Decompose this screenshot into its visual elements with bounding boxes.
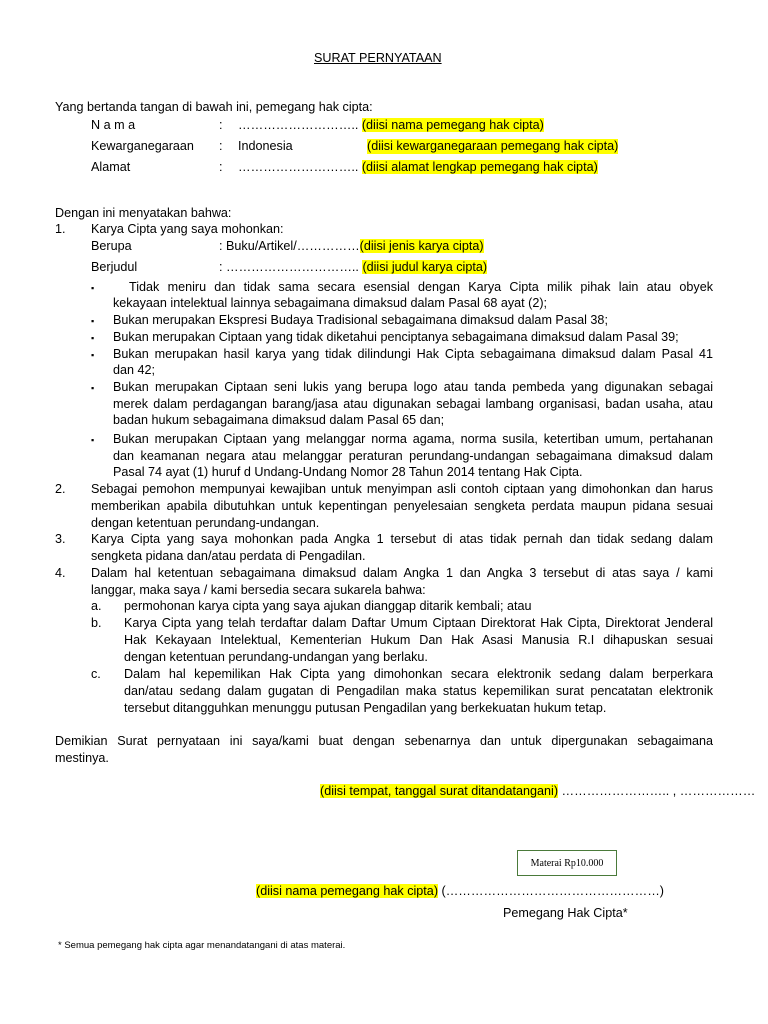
bullet-icon: ▪	[91, 283, 95, 293]
bullet-line: merek dalam perdagangan barang/jasa atau digunakan sebagai lambang organisasi, badan usaha, atau	[113, 397, 713, 411]
item1-text: Karya Cipta yang saya mohonkan:	[91, 222, 284, 236]
work-title-value: : …………………………..	[219, 260, 359, 274]
bullet-line: Pasal 74 ayat (1) huruf d Undang-Undang Nomor 28 Tahun 2014 tentang Hak Cipta.	[113, 465, 583, 479]
item-number: 2.	[55, 482, 66, 496]
item2-line: Sebagai pemohon mempunyai kewajiban untuk menyimpan asli contoh ciptaan yang dimohonkan dan harus	[91, 482, 713, 496]
item4-line: langgar, maka saya / kami bersedia secara sukarela bahwa:	[91, 583, 426, 597]
item3-line: sengketa pidana dan/atau perdata di Pengadilan.	[91, 549, 366, 563]
dots-placeholder: ………………………..	[238, 118, 359, 132]
intro-text: Yang bertanda tangan di bawah ini, pemegang hak cipta:	[55, 100, 373, 114]
sub-line: Karya Cipta yang telah terdaftar dalam Daftar Umum Ciptaan Direktorat Hak Cipta, Direktorat Jenderal	[124, 616, 713, 630]
sub-line: permohonan karya cipta yang saya ajukan dianggap ditarik kembali; atau	[124, 599, 532, 613]
bullet-line: Bukan merupakan Ciptaan yang tidak diketahui penciptanya sebagaimana dimaksud dalam Pasal 39;	[113, 330, 679, 344]
bullet-line: kekayaan intelektual lainnya sebagaimana dimaksud dalam Pasal 68 ayat (2);	[113, 296, 548, 310]
holder-name-hint: (diisi nama pemegang hak cipta)	[361, 118, 544, 132]
colon: :	[219, 139, 223, 153]
closing-line: Demikian Surat pernyataan ini saya/kami buat dengan sebenarnya dan untuk dipergunakan sebagaimana	[55, 734, 713, 748]
bullet-line: dan 42;	[113, 363, 156, 377]
declaration-intro: Dengan ini menyatakan bahwa:	[55, 206, 232, 220]
work-title-field	[219, 260, 487, 275]
address-field	[238, 160, 598, 175]
holder-name-field	[238, 118, 544, 133]
work-form-label: Berupa	[91, 239, 132, 253]
bullet-icon: ▪	[91, 350, 95, 360]
bullet-line: Bukan merupakan hasil karya yang tidak dilindungi Hak Cipta sebagaimana dimaksud dalam Pasal 41	[113, 347, 713, 361]
closing-line: mestinya.	[55, 751, 109, 765]
work-form-field	[219, 239, 484, 254]
footnote: * Semua pemegang hak cipta agar menandatangani di atas materai.	[58, 940, 346, 951]
sub-letter: b.	[91, 616, 102, 630]
item2-line: dengan ketentuan perundang-undangan.	[91, 516, 320, 530]
bullet-icon: ▪	[91, 333, 95, 343]
address-label: Alamat	[91, 160, 131, 174]
bullet-icon: ▪	[91, 383, 95, 393]
place-date-field	[320, 784, 755, 799]
bullet-line: Bukan merupakan Ciptaan yang melanggar norma agama, norma susila, ketertiban umum, pertahanan	[113, 432, 713, 446]
item-number: 3.	[55, 532, 66, 546]
bullet-line: Tidak meniru dan tidak sama secara esensial dengan Karya Cipta milik pihak lain atau obyek	[129, 280, 713, 294]
signer-dots: (……………………………………………)	[438, 884, 664, 898]
bullet-line: dan keamanan negara atau melanggar peraturan perundang-undangan sebagaimana dimaksud dalam	[113, 449, 713, 463]
work-form-hint: (diisi jenis karya cipta)	[359, 239, 484, 253]
holder-name-label: N a m a	[91, 118, 136, 132]
work-form-value: : Buku/Artikel/……………	[219, 239, 360, 253]
work-title-hint: (diisi judul karya cipta)	[362, 260, 488, 274]
item4-line: Dalam hal ketentuan sebagaimana dimaksud dalam Angka 1 dan Angka 3 tersebut di atas saya / kami	[91, 566, 713, 580]
bullet-icon: ▪	[91, 316, 95, 326]
work-title-label: Berjudul	[91, 260, 138, 274]
citizenship-hint: (diisi kewarganegaraan pemegang hak cipta)	[367, 139, 619, 153]
signer-field	[256, 884, 664, 899]
sub-line: dengan ketentuan perundang-undangan yang berlaku.	[124, 650, 428, 664]
document-title: SURAT PERNYATAAN	[314, 51, 442, 65]
dots-placeholder: ………………………..	[238, 160, 359, 174]
colon: :	[219, 160, 223, 174]
signer-role: Pemegang Hak Cipta*	[503, 906, 628, 920]
place-date-dots: …………………….. , ………………	[558, 784, 756, 798]
sub-line: dan/atau sedang dalam gugatan di Pengadilan maka status kepemilikan surat pencatatan elektronik	[124, 684, 713, 698]
sub-line: tersebut ditangguhkan menunggu putusan Pengadilan yang berkekuatan hukum tetap.	[124, 701, 607, 715]
bullet-icon: ▪	[91, 435, 95, 445]
item2-line: memberikan apabila dibutuhkan untuk kepentingan penyelesaian sengketa perdata maupun pidana sesuai	[91, 499, 713, 513]
bullet-line: Bukan merupakan Ekspresi Budaya Tradisional sebagaimana dimaksud dalam Pasal 38;	[113, 313, 608, 327]
place-date-hint: (diisi tempat, tanggal surat ditandatangani)	[320, 784, 559, 798]
bullet-line: Bukan merupakan Ciptaan seni lukis yang berupa logo atau tanda pembeda yang digunakan sebagai	[113, 380, 713, 394]
citizenship-label: Kewarganegaraan	[91, 139, 194, 153]
sub-line: Hak Kekayaan Intelektual, Kementerian Hukum Dan Hak Asasi Manusia R.I dihapuskan sesuai	[124, 633, 713, 647]
sub-line: Dalam hal kepemilikan Hak Cipta yang dimohonkan secara elektronik sedang dalam berperkara	[124, 667, 713, 681]
sub-letter: a.	[91, 599, 102, 613]
item-number: 1.	[55, 222, 66, 236]
sub-letter: c.	[91, 667, 101, 681]
citizenship-value: Indonesia	[238, 139, 293, 153]
item3-line: Karya Cipta yang saya mohonkan pada Angka 1 tersebut di atas tidak pernah dan tidak sedang dalam	[91, 532, 713, 546]
stamp-box: Materai Rp10.000	[517, 850, 617, 876]
colon: :	[219, 118, 223, 132]
bullet-line: badan hukum sebagaimana dimaksud dalam Pasal 65 dan;	[113, 413, 445, 427]
item-number: 4.	[55, 566, 66, 580]
signer-hint: (diisi nama pemegang hak cipta)	[256, 884, 439, 898]
address-hint: (diisi alamat lengkap pemegang hak cipta)	[361, 160, 598, 174]
